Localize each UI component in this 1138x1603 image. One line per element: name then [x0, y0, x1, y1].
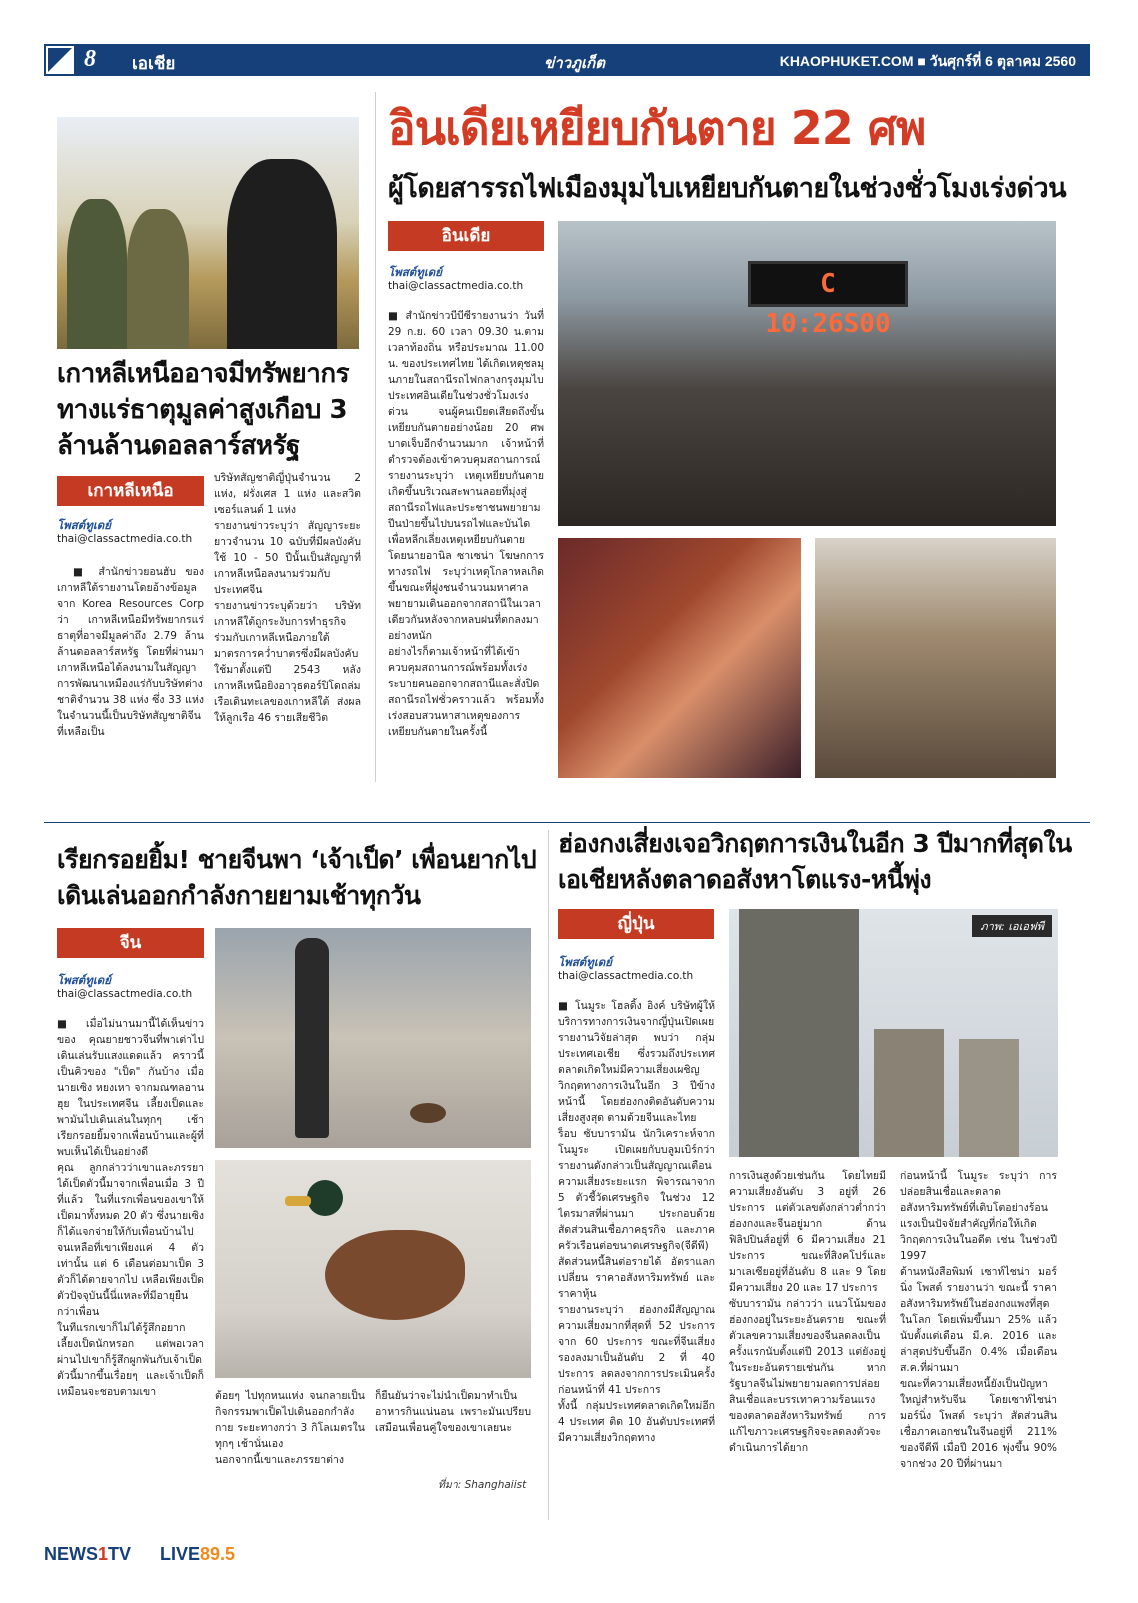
issue-date: ■ วันศุกร์ที่ 6 ตุลาคม 2560	[917, 53, 1076, 69]
india-body: ■ สำนักข่าวบีบีซีรายงานว่า วันที่ 29 ก.ย. 60 เวลา 09.30 น.ตามเวลาท้องถิ่น หรือประมาณ 11.00 น. ของประเทศไทย ได้เกิดเหตุชลมุนภายในสถานีรถไฟกลางกรุงมุมไบ ประเทศอินเดียในช่วงชั่วโมงเร่งด่วน จนผู้คนเบียดเสียดถึงขั้นเหยียบกันตายอย่างน้อย 20 ศพ บาดเจ็บอีกจำนวนมาก เจ้าหน้าที่ตำรวจต้องเข้าควบคุมสถานการณ์ รายงานระบุว่า เหตุเหยียบกันตายเกิดขึ้นบริเวณสะพานลอยที่มุ่งสู่สถานีรถไฟและประชาชนพยายามปีนป่ายขึ้นไปบนรถไฟและบันไดเพื่อหลีกเลี่ยงเหตุเหยียบกันตาย โดยนายอานิล ซาเซน่า โฆษกการทางรถไฟ ระบุว่าเหตุโกลาหลเกิดขึ้นขณะที่ฝูงชนจำนวนมหาศาลพยายามเดินออกจากสถานีในเวลาเดียวกันหลังจากหลบฝนที่ตกลงมาอย่างหนัก อย่างไรก็ตามเจ้าหน้าที่ได้เข้าควบคุมสถานการณ์พร้อมทั้งเร่งระบายคนออกจากสถานีและสั่งปิดสถานีรถไฟชั่วคราวแล้ว พร้อมทั้งเร่งสอบสวนหาสาเหตุของการเหยียบกันตายในครั้งนี้	[388, 310, 544, 738]
india-byline	[388, 265, 523, 293]
page-number: 8	[84, 46, 96, 72]
byline-email: thai@classactmedia.co.th	[558, 970, 694, 982]
korea-body-col2: บริษัทสัญชาติญี่ปุ่นจำนวน 2 แห่ง, ฝรั่งเศส 1 แห่ง และสวิตเซอร์แลนด์ 1 แห่ง รายงานข่าวระบุว่า สัญญาระยะยาวจำนวน 10 ฉบับที่มีผลบังคับใช้ 10 - 50 ปีนั้นเป็นสัญญาที่เกาหลีเหนือลงนามร่วมกับประเทศจีน รายงานข่าวระบุด้วยว่า บริษัทเกาหลีใต้ถูกระงับการทำธุรกิจร่วมกับเกาหลีเหนือภายใต้มาตรการคว่ำบาตรซึ่งมีผลบังคับใช้มาตั้งแต่ปี 2543 หลังเกาหลีเหนือยิงอาวุธตอร์ปิโดถล่มเรือเดินทะเลของเกาหลีใต้ ส่งผลให้ลูกเรือ 46 รายเสียชีวิต	[214, 472, 361, 724]
china-source: ที่มา: Shanghaiist	[438, 1479, 527, 1491]
byline-email: thai@classactmedia.co.th	[57, 988, 193, 1000]
hongkong-body-col3: ก่อนหน้านี้ โนมูระ ระบุว่า การปล่อยสินเชื่อและตลาดอสังหาริมทรัพย์ที่เติบโตอย่างร้อนแรงเป็นปัจจัยสำคัญที่ก่อให้เกิดวิกฤตการเงินในอดีต เช่น ในช่วงปี 1997 ด้านหนังสือพิมพ์ เซาท์ไชน่า มอร์นิ่ง โพสต์ รายงานว่า ขณะนี้ ราคาอสังหาริมทรัพย์ในฮ่องกงแพงที่สุดในโลก โดยเพิ่มขึ้นมา 25% แล้วนับตั้งแต่เดือน มี.ค. 2016 และล่าสุดปรับขึ้นอีก 0.4% เมื่อเดือน ส.ค.ที่ผ่านมา ขณะที่ความเสี่ยงหนี้ยังเป็นปัญหาใหญ่สำหรับจีน โดยเซาท์ไชน่า มอร์นิ่ง โพสต์ ระบุว่า สัดส่วนสินเชื่อภาคเอกชนในจีนอยู่ที่ 211% ของจีดีพี เมื่อปี 2016 พุ่งขึ้น 90% จากช่วง 20 ปีที่ผ่านมา	[900, 1170, 1057, 1470]
kim-jong-un-photo	[57, 117, 359, 349]
india-subheadline: ผู้โดยสารรถไฟเมืองมุมไบเหยียบกันตายในช่วงชั่วโมงเร่งด่วน	[388, 173, 1067, 204]
man-walking-duck-photo	[215, 928, 531, 1148]
india-headline: อินเดียเหยียบกันตาย 22 ศพ	[388, 101, 926, 155]
newspaper-logo: ข่าวภูเก็ต	[544, 54, 605, 72]
byline-name: โพสต์ทูเดย์	[558, 955, 612, 969]
section-rule	[44, 822, 1090, 823]
hongkong-towers-photo	[729, 909, 1058, 1157]
news1tv-logo: NEWS1TV	[44, 1544, 132, 1564]
india-section-tag: อินเดีย	[388, 221, 544, 251]
korea-headline: เกาหลีเหนืออาจมีทรัพยากรทางแร่ธาตุมูลค่าสูงเกือบ 3 ล้านล้านดอลลาร์สหรัฐ	[57, 359, 350, 461]
column-divider	[548, 830, 549, 1520]
china-section-tag: จีน	[57, 928, 204, 958]
byline-name: โพสต์ทูเดย์	[57, 973, 111, 987]
korea-section-tag: เกาหลีเหนือ	[57, 476, 204, 506]
column-divider	[375, 92, 376, 782]
china-headline: เรียกรอยยิ้ม! ชายจีนพา ‘เจ้าเป็ด’ เพื่อนยากไปเดินเล่นออกกำลังกายยามเช้าทุกวัน	[57, 845, 537, 910]
china-byline	[57, 973, 192, 1001]
china-body-col3: ก็ยืนยันว่าจะไม่นำเป็ดมาทำเป็นอาหารกินแน่นอน เพราะมันเปรียบเสมือนเพื่อนคู่ใจของเขาเลยนะ	[375, 1390, 531, 1434]
hongkong-section-tag: ญี่ปุ่น	[558, 909, 714, 939]
hongkong-body-col1: ■ โนมูระ โฮลดิ้ง อิงค์ บริษัทผู้ให้บริการทางการเงินจากญี่ปุ่นเปิดเผยรายงานวิจัยล่าสุด พบว่า กลุ่มประเทศเอเชีย ซึ่งรวมถึงประเทศตลาดเกิดใหม่มีความเสี่ยงเผชิญวิกฤตทางการเงินในอีก 3 ปีข้างหน้านี้ โดยฮ่องกงติดอันดับความเสี่ยงสูงสุด ตามด้วยจีนและไทย ร็อบ ซับบารามัน นักวิเคราะห์จากโนมูระ เปิดเผยกับบลูมเบิร์กว่า รายงานดังกล่าวเป็นสัญญาณเตือนความเสี่ยงระยะแรก พิจารณาจาก 5 ตัวชี้วัดเศรษฐกิจ ในช่วง 12 ไตรมาสที่ผ่านมา ประกอบด้วย สัดส่วนสินเชื่อภาคธุรกิจ และภาคครัวเรือนต่อขนาดเศรษฐกิจ(จีดีพี) สัดส่วนหนี้สินต่อรายได้ อัตราแลกเปลี่ยน ราคาอสังหาริมทรัพย์ และราคาหุ้น รายงานระบุว่า ฮ่องกงมีสัญญาณความเสี่ยงมากที่สุดที่ 52 ประการ จาก 60 ประการ ขณะที่จีนเสี่ยงรองลงมาเป็นอันดับ 2 ที่ 40 ประการ ลดลงจากการประเมินครั้งก่อนหน้าที่ 41 ประการ ทั้งนี้ กลุ่มประเทศตลาดเกิดใหม่อีก 4 ประเทศ ติด 10 อันดับประเทศที่มีความเสี่ยงวิกฤตทาง	[558, 1000, 715, 1444]
china-body-col1: ■ เมื่อไม่นานมานี้ได้เห็นข่าวของ คุณยายชาวจีนที่พาเต่าไปเดินเล่นรับแสงแดดแล้ว คราวนี้เป็นคิวของ "เป็ด" กันบ้าง เมื่อ นายเซิง หยงเหา จากมณฑลอานฮุย ในประเทศจีน เลี้ยงเป็ดและพามันไปเดินเล่นในทุกๆ เช้า เรียกรอยยิ้มจากเพื่อนบ้านและผู้ที่พบเห็นได้เป็นอย่างดี คุณ ลูกกล่าวว่าเขาและภรรยาได้เป็ดตัวนี้มาจากเพื่อนเมื่อ 3 ปีที่แล้ว ในที่แรกเพื่อนของเขาให้เป็ดมาทั้งหมด 20 ตัว ซึ่งนายเซิงก็ได้แจกจ่ายให้กับเพื่อนบ้านไป จนเหลือที่เขาเพียงแค่ 4 ตัวเท่านั้น แต่ 6 เดือนต่อมาเป็ด 3 ตัวก็ได้ตายจากไป เหลือเพียงเป็ดตัวปัจจุบันนี้นี่แหละที่มีอายุยืนกว่าเพื่อน ในทีแรกเขาก็ไม่ได้รู้สึกอยากเลี้ยงเป็ดนักหรอก แต่พอเวลาผ่านไปเขาก็รู้สึกผูกพันกับเจ้าเป็ดตัวนี้มากขึ้นเรื่อยๆ และเจ้าเป็ดก็เหมือนจะชอบตามเขา	[57, 1018, 204, 1398]
duck-closeup-photo	[215, 1160, 531, 1378]
grieving-women-photo	[558, 538, 801, 778]
page-header	[44, 44, 1090, 76]
site-and-date	[780, 51, 1076, 73]
hongkong-byline	[558, 955, 693, 983]
byline-email: thai@classactmedia.co.th	[388, 280, 524, 292]
live895-logo: LIVE89.5	[160, 1544, 236, 1564]
site-url: KHAOPHUKET.COM	[779, 53, 914, 69]
korea-body-col1: ■ สำนักข่าวยอนฮับ ของเกาหลีใต้รายงานโดยอ้างข้อมูลจาก Korea Resources Corp ว่า เกาหลีเหนือมีทรัพยากรแร่ธาตุที่อาจมีมูลค่าถึง 2.79 ล้านล้านดอลลาร์สหรัฐ โดยที่ผ่านมา เกาหลีเหนือได้ลงนามในสัญญาการพัฒนาเหมืองแร่กับบริษัทต่างชาติจำนวน 38 แห่ง ซึ่ง 33 แห่งในจำนวนนี้เป็นบริษัทสัญชาติจีน ที่เหลือเป็น	[57, 566, 204, 738]
china-body-col2: ต้อยๆ ไปทุกหนแห่ง จนกลายเป็นกิจกรรมพาเป็ดไปเดินออกกำลังกาย ระยะทางกว่า 3 กิโลเมตรในทุกๆ เช้านั่นเอง นอกจากนี้เขาและภรรยาต่าง	[215, 1390, 365, 1466]
mumbai-station-crowd-photo	[558, 221, 1056, 526]
korea-byline	[57, 518, 192, 546]
hongkong-body-col2: การเงินสูงด้วยเช่นกัน โดยไทยมีความเสี่ยงอันดับ 3 อยู่ที่ 26 ประการ แต่ตัวเลขดังกล่าวต่ำกว่าฮ่องกงและจีนอยู่มาก ด้านฟิลิปปินส์อยู่ที่ 6 มีความเสี่ยง 21 ประการ ขณะที่สิงคโปร์และมาเลเซียอยู่ที่อันดับ 8 และ 9 โดยมีความเสี่ยง 20 และ 17 ประการ ซับบารามัน กล่าวว่า แนวโน้มของฮ่องกงอยู่ในระยะอันตราย ขณะที่ตัวเลขความเสี่ยงของจีนลดลงเป็นครั้งแรกนับตั้งแต่ปี 2013 แต่ยังอยู่ในระยะอันตรายเช่นกัน หากรัฐบาลจีนไม่พยายามลดการปล่อยสินเชื่อและบรรเทาความร้อนแรงของตลาดอสังหาริมทรัพย์ การแก้ไขภาวะเศรษฐกิจจะลดลงตัวจะดำเนินการได้ยาก	[729, 1170, 886, 1454]
corner-logo-icon	[44, 44, 76, 76]
station-stairs-crowd-photo	[815, 538, 1056, 778]
byline-name: โพสต์ทูเดย์	[57, 518, 111, 532]
byline-name: โพสต์ทูเดย์	[388, 265, 442, 279]
photo-credit: ภาพ: เอเอฟพี	[972, 915, 1052, 937]
section-name: เอเชีย	[132, 54, 176, 74]
byline-email: thai@classactmedia.co.th	[57, 533, 193, 545]
station-clock-board: C 10:26S00	[748, 261, 908, 307]
hongkong-headline: ฮ่องกงเสี่ยงเจอวิกฤตการเงินในอีก 3 ปีมากที่สุดในเอเชียหลังตลาดอสังหาโตแรง-หนี้พุ่ง	[558, 829, 1072, 894]
